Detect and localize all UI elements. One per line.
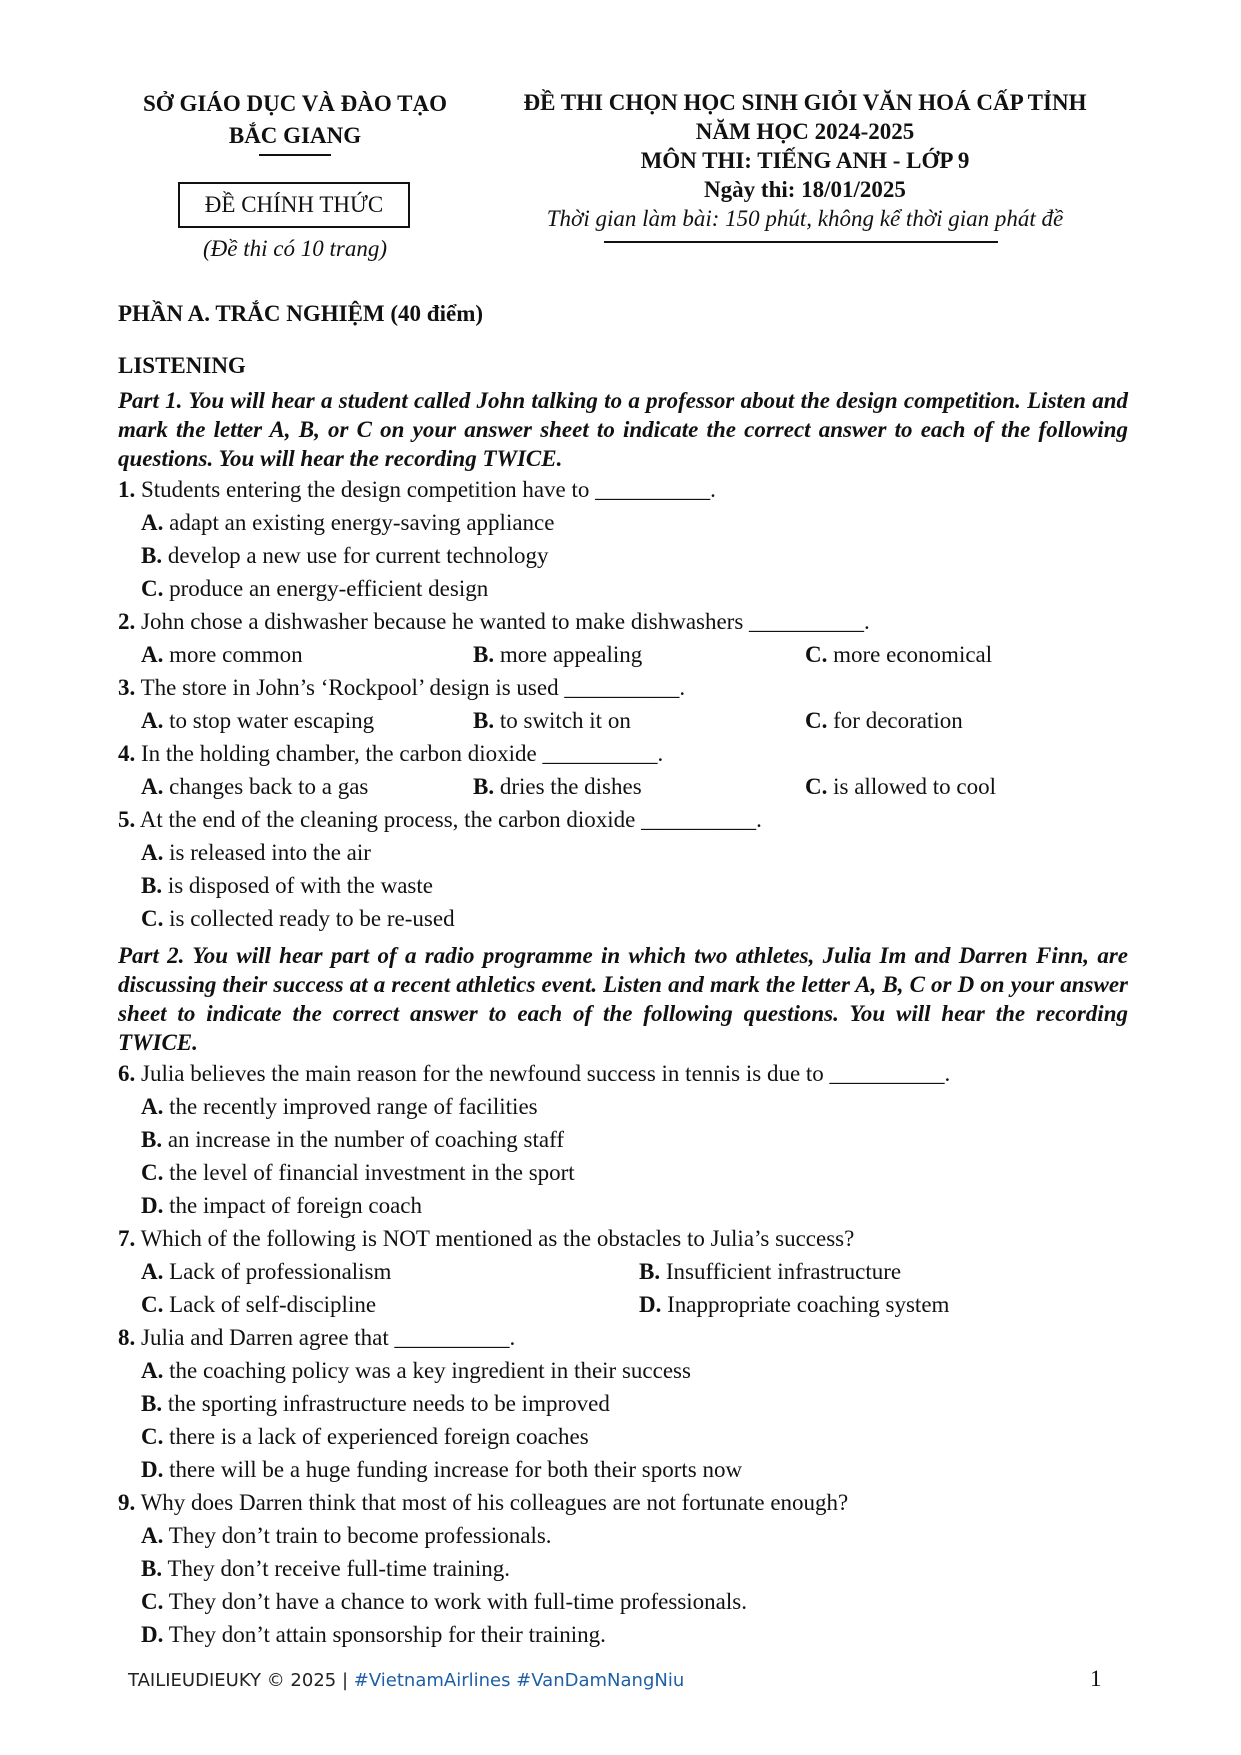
option: C. is collected ready to be re-used: [141, 906, 455, 931]
question-8: 8. Julia and Darren agree that __________.: [118, 1325, 516, 1350]
exam-content: [118, 300, 1128, 1651]
pages-note: (Đề thi có 10 trang): [203, 236, 387, 261]
option: C. They don’t have a chance to work with full-time professionals.: [141, 1589, 747, 1614]
option: C. there is a lack of experienced foreign coaches: [141, 1424, 589, 1449]
option: A. They don’t train to become professionals.: [141, 1523, 552, 1548]
option: D. Inappropriate coaching system: [639, 1292, 950, 1317]
option: C. more economical: [805, 642, 993, 667]
header-divider: [259, 154, 331, 156]
option: A. is released into the air: [141, 840, 371, 865]
option: B. an increase in the number of coaching staff: [141, 1127, 565, 1152]
option: B. the sporting infrastructure needs to be improved: [141, 1391, 610, 1416]
question-4: 4. In the holding chamber, the carbon dioxide __________.: [118, 741, 664, 766]
option: B. develop a new use for current technology: [141, 543, 549, 568]
option: B. more appealing: [473, 642, 643, 667]
section-a-title: PHẦN A. TRẮC NGHIỆM (40 điểm): [118, 301, 484, 326]
footer-hashtags[interactable]: #VietnamAirlines #VanDamNangNiu: [353, 1670, 685, 1691]
option: D. the impact of foreign coach: [141, 1193, 423, 1218]
option: A. changes back to a gas: [141, 774, 369, 799]
exam-subject: MÔN THI: TIẾNG ANH - LỚP 9: [640, 148, 970, 173]
page-footer: [128, 1670, 684, 1691]
option: A. Lack of professionalism: [141, 1259, 392, 1284]
question-1: 1. Students entering the design competition have to __________.: [118, 477, 716, 502]
header-underline: [604, 241, 998, 243]
option: A. the recently improved range of facilities: [141, 1094, 538, 1119]
footer-separator: |: [341, 1670, 349, 1691]
official-exam-badge: ĐỀ CHÍNH THỨC: [178, 182, 410, 228]
school-year: NĂM HỌC 2024-2025: [695, 119, 915, 144]
option: B. is disposed of with the waste: [141, 873, 433, 898]
option: D. there will be a huge funding increase for both their sports now: [141, 1457, 743, 1482]
listening-heading: LISTENING: [118, 353, 246, 378]
part1-instructions: Part 1. You will hear a student called John talking to a professor about the design competition. Listen and mark the letter A, B, or C on your answer sheet to indicate the correct answer to each of the following questions. You will hear the recording TWICE.: [118, 388, 1128, 471]
option: A. more common: [141, 642, 303, 667]
option: A. adapt an existing energy-saving appliance: [141, 510, 555, 535]
options-row: [118, 770, 1128, 803]
options-row: [118, 704, 1128, 737]
option: B. to switch it on: [473, 708, 631, 733]
option: C. for decoration: [805, 708, 963, 733]
options-row: [118, 638, 1128, 671]
question-9: 9. Why does Darren think that most of his colleagues are not fortunate enough?: [118, 1490, 849, 1515]
option: B. Insufficient infrastructure: [639, 1259, 902, 1284]
exam-date: Ngày thi: 18/01/2025: [704, 177, 906, 202]
options-row: [118, 1255, 1128, 1288]
page-number: 1: [1090, 1666, 1102, 1691]
exam-title: ĐỀ THI CHỌN HỌC SINH GIỎI VĂN HOÁ CẤP TỈNH: [523, 90, 1087, 115]
option: C. the level of financial investment in the sport: [141, 1160, 575, 1185]
question-2: 2. John chose a dishwasher because he wanted to make dishwashers __________.: [118, 609, 870, 634]
option: B. dries the dishes: [473, 774, 642, 799]
option: C. Lack of self-discipline: [141, 1292, 377, 1317]
question-7: 7. Which of the following is NOT mentioned as the obstacles to Julia’s success?: [118, 1226, 855, 1251]
options-row: [118, 1288, 1128, 1321]
option: A. the coaching policy was a key ingredient in their success: [141, 1358, 691, 1383]
exam-header: [480, 88, 1130, 233]
question-5: 5. At the end of the cleaning process, the carbon dioxide __________.: [118, 807, 762, 832]
option: D. They don’t attain sponsorship for their training.: [141, 1622, 606, 1647]
question-6: 6. Julia believes the main reason for the newfound success in tennis is due to __________.: [118, 1061, 951, 1086]
part2-instructions: Part 2. You will hear part of a radio programme in which two athletes, Julia Im and Darren Finn, are discussing their success at a recent athletics event. Listen and mark the letter A, B, C or D on your answer sheet to indicate the correct answer to each of the following questions. You will hear the recording TWICE.: [118, 943, 1128, 1055]
option: B. They don’t receive full-time training.: [141, 1556, 510, 1581]
school-header: [110, 88, 480, 156]
exam-duration: Thời gian làm bài: 150 phút, không kể thời gian phát đề: [546, 206, 1064, 231]
footer-brand: TAILIEUDIEUKY © 2025: [128, 1670, 337, 1691]
option: C. is allowed to cool: [805, 774, 997, 799]
option: A. to stop water escaping: [141, 708, 375, 733]
question-3: 3. The store in John’s ‘Rockpool’ design is used __________.: [118, 675, 686, 700]
department-name: SỞ GIÁO DỤC VÀ ĐÀO TẠO: [143, 91, 447, 116]
option: C. produce an energy-efficient design: [141, 576, 489, 601]
province-name: BẮC GIANG: [228, 123, 362, 148]
